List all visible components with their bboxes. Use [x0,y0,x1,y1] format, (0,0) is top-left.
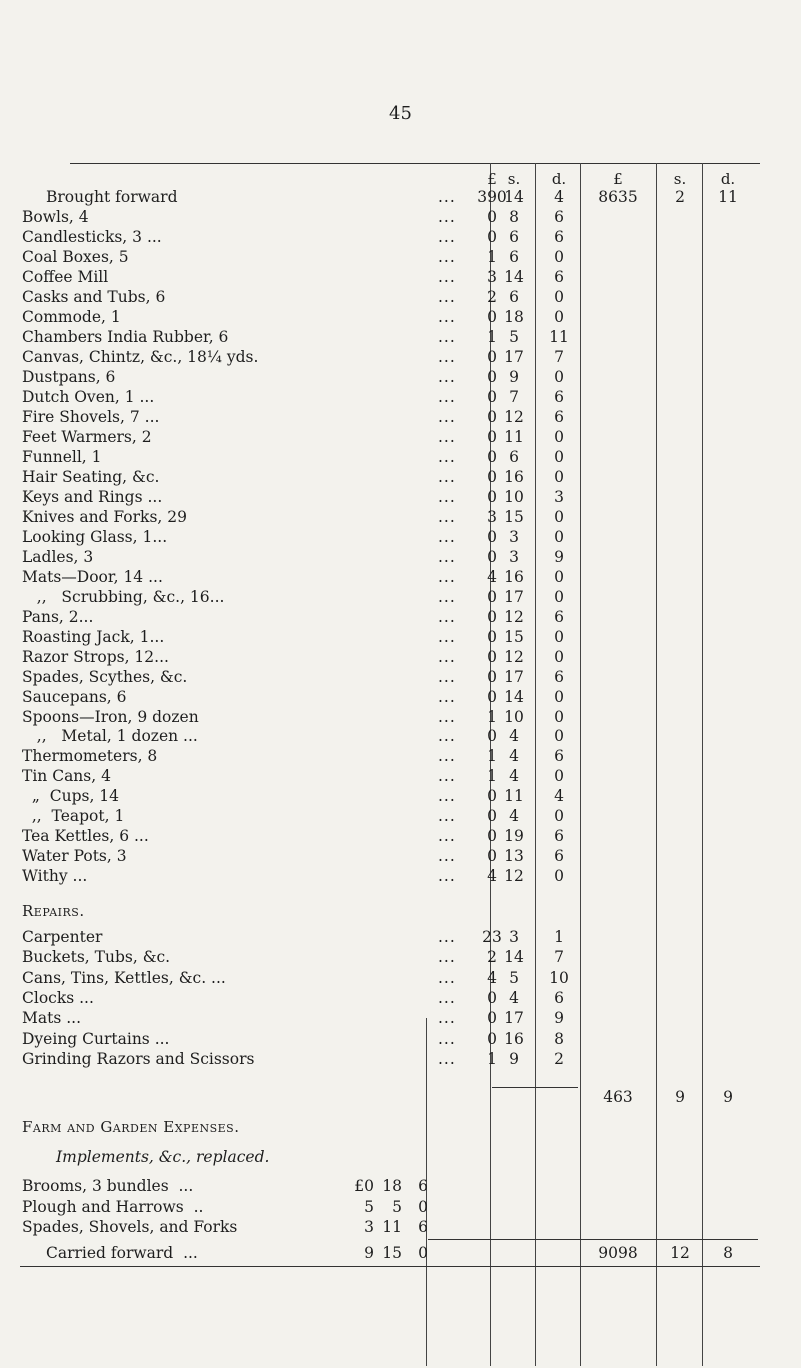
leader-dots: ... [438,847,456,866]
repair-row [0,947,801,967]
table-row-label: Feet Warmers, 2 [22,427,152,446]
table-row-label: Tin Cans, 4 [22,767,111,786]
table-row [0,667,801,687]
leader-dots: ... [438,867,456,886]
table-row-shillings: 6 [509,247,519,266]
table-row-label: „ Cups, 14 [22,787,120,806]
repair-row-pence: 1 [554,928,564,946]
table-row-shillings: 11 [504,787,524,806]
table-row-label: Knives and Forks, 29 [22,507,187,526]
table-row-shillings: 17 [504,667,524,686]
repairs-heading: Repairs. [22,902,85,920]
leader-dots: ... [438,767,456,786]
table-row-pounds: 0 [487,847,497,866]
farm-row-label: Plough and Harrows .. [22,1197,204,1216]
table-row-pounds: 0 [487,307,497,326]
repair-row-pounds: 4 [487,968,497,987]
repair-row-label: Mats ... [22,1009,82,1028]
table-row-shillings: 9 [509,367,519,386]
brought-forward-label: Brought forward [46,188,178,206]
table-row [0,826,801,846]
repair-row [0,1029,801,1049]
leader-dots: ... [438,627,456,646]
table-row-pounds: 0 [487,687,497,706]
bf-pounds-total: 8635 [598,188,638,206]
leader-dots: ... [438,407,456,426]
table-row-pence: 0 [554,567,564,586]
leader-dots: ... [438,567,456,586]
subtotal-shillings: 9 [675,1088,685,1106]
farm-row [22,1198,442,1218]
table-row-pounds: 1 [487,747,497,766]
farm-subheading: Implements, &c., replaced. [56,1148,270,1166]
leader-dots: ... [438,587,456,606]
bf-pence: 4 [554,188,564,206]
table-row-pounds: 4 [487,567,497,586]
table-row-label: Dustpans, 6 [22,367,116,386]
table-row-label: Canvas, Chintz, &c., 18¼ yds. [22,347,259,366]
table-row-pence: 6 [554,747,564,766]
table-row-shillings: 11 [504,427,524,446]
table-row-shillings: 12 [504,647,524,666]
table-row-label: Withy ... [22,867,88,886]
repair-row-pounds: 0 [487,1029,497,1048]
table-row-shillings: 12 [504,407,524,426]
table-row-label: Spades, Scythes, &c. [22,667,188,686]
table-row-pence: 0 [554,867,564,886]
table-row [0,786,801,806]
leader-dots: ... [438,807,456,826]
table-row-pounds: 0 [487,347,497,366]
table-row [0,726,801,746]
table-row [0,347,801,367]
table-row-label: Coffee Mill [22,267,109,286]
table-row-pounds: 0 [487,787,497,806]
table-row-pence: 6 [554,407,564,426]
farm-heading: Farm and Garden Expenses. [22,1118,240,1136]
leader-dots: ... [438,427,456,446]
farm-row-d: 6 [418,1177,428,1195]
repair-row [0,1049,801,1069]
table-row-label: Fire Shovels, 7 ... [22,407,160,426]
leader-dots: ... [438,347,456,366]
cf-shillings-total: 12 [670,1244,690,1262]
repair-row-pounds: 1 [487,1049,497,1068]
leader-dots: ... [438,1049,456,1068]
table-row-label: ,, Scrubbing, &c., 16... [22,587,225,606]
table-row-pence: 0 [554,447,564,466]
table-row-pence: 6 [554,847,564,866]
repair-row-pence: 9 [554,1009,564,1028]
table-row [0,707,801,727]
leader-dots: ... [438,647,456,666]
table-row-pounds: 0 [487,387,497,406]
table-row-label: Hair Seating, &c. [22,467,160,486]
table-row [0,846,801,866]
table-row [0,487,801,507]
leader-dots: ... [438,387,456,406]
table-row [0,227,801,247]
table-row-shillings: 4 [509,727,519,746]
farm-row-d: 0 [418,1197,428,1216]
table-row [0,207,801,227]
table-row-pounds: 0 [487,607,497,626]
header-pounds-2: £ [613,170,623,188]
farm-row-p: 3 [364,1218,374,1236]
repair-row-label: Cans, Tins, Kettles, &c. ... [22,968,226,987]
table-row-pence: 0 [554,627,564,646]
table-row [0,287,801,307]
table-row-label: Casks and Tubs, 6 [22,287,166,306]
table-row [0,307,801,327]
header-shillings-1: s. [507,170,521,188]
page-number: 45 [389,103,412,124]
repair-row-shillings: 9 [509,1049,519,1068]
repair-row [0,968,801,988]
header-shillings-2: s. [673,170,687,188]
table-row-pence: 0 [554,767,564,786]
farm-row-p: £0 [354,1177,374,1195]
table-row-pounds: 0 [487,827,497,846]
table-row-pence: 0 [554,707,564,726]
table-row-shillings: 14 [504,267,524,286]
farm-row-s: 5 [392,1197,402,1216]
table-row-pence: 0 [554,287,564,306]
repair-row [0,988,801,1008]
subtotal-pence: 9 [723,1088,733,1106]
repair-row-shillings: 5 [509,968,519,987]
repair-row-label: Dyeing Curtains ... [22,1029,170,1048]
table-row [0,327,801,347]
bf-shillings: 14 [504,188,524,206]
table-row-pence: 0 [554,807,564,826]
farm-row [22,1177,442,1197]
table-row-pence: 7 [554,347,564,366]
leader-dots: ... [438,928,456,946]
repair-row-pounds: 2 [487,948,497,967]
table-row-pounds: 0 [487,208,497,226]
table-row-pounds: 2 [487,287,497,306]
table-row-label: Saucepans, 6 [22,687,127,706]
table-row-pence: 6 [554,607,564,626]
table-row-label: Keys and Rings ... [22,487,163,506]
table-row-pounds: 0 [487,447,497,466]
cf-pence-total: 8 [723,1244,733,1262]
table-row-pounds: 4 [487,867,497,886]
table-row-label: Pans, 2... [22,607,94,626]
table-row-label: Water Pots, 3 [22,847,127,866]
bf-pence-total: 11 [718,188,738,206]
table-row-shillings: 12 [504,607,524,626]
table-row-label: Candlesticks, 3 ... [22,227,162,246]
carried-rule-1 [428,1239,758,1240]
table-row-pence: 11 [549,327,569,346]
table-row [0,687,801,707]
table-row-pence: 3 [554,487,564,506]
leader-dots: ... [438,467,456,486]
table-row-shillings: 4 [509,747,519,766]
table-row-pence: 9 [554,547,564,566]
table-row-pence: 0 [554,687,564,706]
table-row [0,806,801,826]
repair-row-pounds: 0 [487,1009,497,1028]
table-row-shillings: 19 [504,827,524,846]
table-row-label: Funnell, 1 [22,447,102,466]
leader-dots: ... [438,1029,456,1048]
table-row [0,647,801,667]
bf-pounds: 390 [477,188,507,206]
leader-dots: ... [438,367,456,386]
table-row-shillings: 6 [509,227,519,246]
table-row [0,866,801,886]
table-row-shillings: 6 [509,447,519,466]
table-row-pence: 0 [554,527,564,546]
leader-dots: ... [438,547,456,566]
leader-dots: ... [438,188,456,206]
farm-row-label: Brooms, 3 bundles ... [22,1177,194,1195]
table-row-shillings: 4 [509,767,519,786]
leader-dots: ... [438,667,456,686]
table-row-pence: 0 [554,247,564,266]
table-row-pence: 0 [554,367,564,386]
table-row [0,387,801,407]
leader-dots: ... [438,487,456,506]
table-row [0,467,801,487]
table-row [0,627,801,647]
table-row-label: Spoons—Iron, 9 dozen [22,707,199,726]
table-row [0,427,801,447]
leader-dots: ... [438,247,456,266]
table-row-pounds: 3 [487,267,497,286]
table-row [0,407,801,427]
repair-row-pence: 10 [549,968,569,987]
table-row-pounds: 0 [487,627,497,646]
table-row-pounds: 0 [487,227,497,246]
table-row-label: ,, Teapot, 1 [22,807,125,826]
bf-shillings-total: 2 [675,188,685,206]
table-row-pence: 0 [554,647,564,666]
leader-dots: ... [438,267,456,286]
table-row-label: Commode, 1 [22,307,121,326]
leader-dots: ... [438,208,456,226]
subtotal-pounds: 463 [603,1088,633,1106]
table-row-shillings: 15 [504,627,524,646]
table-row-shillings: 16 [504,467,524,486]
carried-forward-label: Carried forward ... [46,1244,198,1262]
leader-dots: ... [438,747,456,766]
table-row-pounds: 1 [487,767,497,786]
table-row-shillings: 5 [509,327,519,346]
table-row [0,766,801,786]
leader-dots: ... [438,507,456,526]
farm-row-s: 18 [382,1177,402,1195]
table-row-pence: 6 [554,667,564,686]
subtotal-rule [492,1087,578,1088]
cf-pounds-total: 9098 [598,1244,638,1262]
table-row-pence: 6 [554,387,564,406]
table-row-pence: 4 [554,787,564,806]
table-row-shillings: 8 [509,208,519,226]
table-row-pounds: 0 [487,427,497,446]
table-row-pounds: 0 [487,467,497,486]
table-row [0,507,801,527]
table-row-pounds: 0 [487,667,497,686]
table-row-shillings: 17 [504,347,524,366]
table-row-pounds: 0 [487,487,497,506]
header-pence-1: d. [551,170,567,188]
table-row-label: Mats—Door, 14 ... [22,567,163,586]
header-pence-2: d. [720,170,736,188]
table-row-pounds: 0 [487,367,497,386]
table-row-pence: 0 [554,467,564,486]
cf-shillings: 15 [382,1244,402,1262]
table-row-label: Thermometers, 8 [22,747,158,766]
table-row-pounds: 0 [487,547,497,566]
repair-row-shillings: 4 [509,988,519,1007]
table-row-shillings: 15 [504,507,524,526]
table-row-shillings: 12 [504,867,524,886]
table-row-pence: 0 [554,507,564,526]
table-row-pounds: 0 [487,807,497,826]
farm-row-label: Spades, Shovels, and Forks [22,1218,238,1236]
table-row-pounds: 0 [487,407,497,426]
table-row-label: Coal Boxes, 5 [22,247,129,266]
table-row-pounds: 1 [487,327,497,346]
repair-row-pence: 7 [554,948,564,967]
cf-pounds: 9 [364,1244,374,1262]
leader-dots: ... [438,227,456,246]
repair-row-shillings: 17 [504,1009,524,1028]
table-row [0,547,801,567]
repair-row-shillings: 16 [504,1029,524,1048]
table-row-pence: 6 [554,267,564,286]
leader-dots: ... [438,787,456,806]
repair-row-pence: 6 [554,988,564,1007]
leader-dots: ... [438,988,456,1007]
repair-row-shillings: 14 [504,948,524,967]
table-row-shillings: 4 [509,807,519,826]
leader-dots: ... [438,727,456,746]
leader-dots: ... [438,1009,456,1028]
repair-row-label: Clocks ... [22,988,94,1007]
table-row-label: Razor Strops, 12... [22,647,169,666]
leader-dots: ... [438,707,456,726]
carried-rule-2 [20,1266,760,1267]
table-row-pounds: 0 [487,647,497,666]
table-row-label: Looking Glass, 1... [22,527,168,546]
repair-row-label: Grinding Razors and Scissors [22,1049,255,1068]
repair-row-pence: 8 [554,1029,564,1048]
table-row-label: Roasting Jack, 1... [22,627,165,646]
leader-dots: ... [438,687,456,706]
table-row-shillings: 3 [509,527,519,546]
table-row-shillings: 10 [504,487,524,506]
leader-dots: ... [438,307,456,326]
table-row-pounds: 1 [487,707,497,726]
repair-row-label: Carpenter [22,928,103,946]
farm-row-s: 11 [382,1218,402,1236]
table-row-pounds: 3 [487,507,497,526]
table-row-pounds: 0 [487,727,497,746]
repair-row [0,1008,801,1028]
table-row-pence: 6 [554,227,564,246]
leader-dots: ... [438,447,456,466]
repair-row [0,927,801,947]
table-row-shillings: 10 [504,707,524,726]
farm-row-p: 5 [364,1197,374,1216]
table-row-pence: 0 [554,427,564,446]
farm-row [22,1218,442,1238]
table-row-label: Ladles, 3 [22,547,94,566]
leader-dots: ... [438,527,456,546]
table-row-label: Bowls, 4 [22,208,89,226]
table-row-shillings: 14 [504,687,524,706]
table-row-shillings: 13 [504,847,524,866]
table-row-shillings: 16 [504,567,524,586]
table-row-label: Tea Kettles, 6 ... [22,827,149,846]
repair-row-label: Buckets, Tubs, &c. [22,948,171,967]
repair-row-pounds: 0 [487,988,497,1007]
table-row-pence: 0 [554,587,564,606]
leader-dots: ... [438,287,456,306]
leader-dots: ... [438,607,456,626]
repair-row-pence: 2 [554,1049,564,1068]
leader-dots: ... [438,327,456,346]
table-row [0,567,801,587]
table-row-shillings: 17 [504,587,524,606]
brought-forward-row [0,187,801,207]
cf-pence: 0 [418,1244,428,1262]
carried-forward-row [22,1244,442,1264]
table-row [0,447,801,467]
table-row [0,247,801,267]
table-row-label: ,, Metal, 1 dozen ... [22,727,198,746]
table-row [0,587,801,607]
farm-row-d: 6 [418,1218,428,1236]
table-row-shillings: 7 [509,387,519,406]
table-row [0,367,801,387]
table-row-shillings: 6 [509,287,519,306]
table-row-pence: 0 [554,307,564,326]
table-row-pence: 0 [554,727,564,746]
repair-row-shillings: 3 [509,928,519,946]
table-row-pounds: 1 [487,247,497,266]
table-row-label: Dutch Oven, 1 ... [22,387,155,406]
table-row-label: Chambers India Rubber, 6 [22,327,229,346]
table-row-shillings: 18 [504,307,524,326]
leader-dots: ... [438,827,456,846]
leader-dots: ... [438,968,456,987]
table-row-pounds: 0 [487,587,497,606]
table-row [0,267,801,287]
leader-dots: ... [438,948,456,967]
table-row-pence: 6 [554,208,564,226]
table-row-pence: 6 [554,827,564,846]
table-row-pounds: 0 [487,527,497,546]
table-row-shillings: 3 [509,547,519,566]
table-row [0,607,801,627]
table-row [0,527,801,547]
header-pounds-1: £ [487,170,497,188]
table-row [0,746,801,766]
repair-row-pounds: 23 [482,928,502,946]
